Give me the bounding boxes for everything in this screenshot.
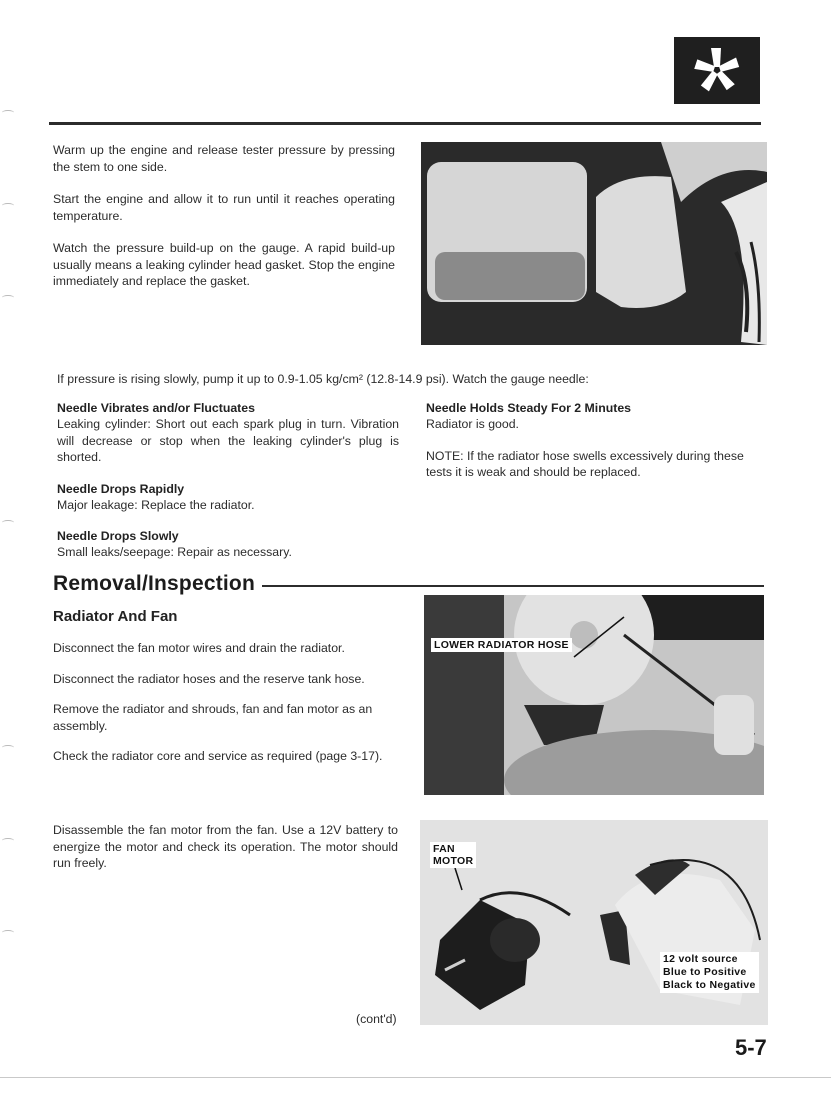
subsection-title: Radiator And Fan bbox=[53, 608, 178, 625]
continued-label: (cont'd) bbox=[356, 1012, 397, 1026]
step-paragraph: Watch the pressure build-up on the gauge. A rapid build-up usually means a leaking cylinder head gasket. Stop the engine immediately and replace the gasket. bbox=[53, 241, 395, 288]
scan-mark bbox=[2, 203, 14, 208]
footer-rule bbox=[0, 1077, 831, 1078]
lower-radiator-hose-callout: LOWER RADIATOR HOSE bbox=[431, 638, 572, 652]
scan-mark bbox=[2, 110, 14, 115]
section-title: Removal/Inspection bbox=[53, 572, 255, 595]
note-text: NOTE: If the radiator hose swells excessively during these tests it is weak and should be replaced. bbox=[426, 448, 744, 479]
needle-conditions-left bbox=[57, 400, 399, 561]
voltage-note-line: 12 volt source bbox=[663, 953, 738, 965]
header-rule bbox=[49, 122, 761, 125]
condition-title: Needle Drops Rapidly bbox=[57, 481, 185, 496]
condition-title: Needle Drops Slowly bbox=[57, 529, 179, 543]
lower-radiator-hose-photo bbox=[424, 595, 764, 795]
voltage-note-line: Black to Negative bbox=[663, 979, 756, 991]
pressure-test-steps bbox=[53, 142, 395, 290]
step-paragraph: Warm up the engine and release tester pressure by pressing the stem to one side. bbox=[53, 143, 395, 174]
condition-title: Needle Vibrates and/or Fluctuates bbox=[57, 401, 255, 415]
step-paragraph: Disconnect the fan motor wires and drain the radiator. bbox=[53, 641, 345, 655]
fan-icon bbox=[692, 45, 742, 95]
fan-motor-callout-line: FAN bbox=[433, 843, 455, 855]
condition-item bbox=[57, 400, 399, 466]
condition-text: Small leaks/seepage: Repair as necessary. bbox=[57, 545, 292, 559]
condition-text: Major leakage: Replace the radiator. bbox=[57, 497, 255, 512]
scan-mark bbox=[2, 295, 14, 300]
fan-motor-step: Disassemble the fan motor from the fan. Use a 12V battery to energize the motor and check its operation. The motor should run freely. bbox=[53, 823, 398, 870]
scan-mark bbox=[2, 838, 14, 843]
page-number: 5-7 bbox=[735, 1035, 767, 1060]
section-rule bbox=[262, 585, 764, 587]
scan-mark bbox=[2, 745, 14, 750]
step-paragraph: Disconnect the radiator hoses and the reserve tank hose. bbox=[53, 671, 365, 686]
condition-item bbox=[57, 528, 399, 561]
voltage-note bbox=[660, 952, 759, 993]
condition-text: Leaking cylinder: Short out each spark plug in turn. Vibration will decrease or stop when the leaking cylinder's plug is shorted. bbox=[57, 417, 399, 464]
step-paragraph: Check the radiator core and service as required (page 3-17). bbox=[53, 749, 383, 763]
condition-text: Radiator is good. bbox=[426, 417, 519, 431]
fan-motor-callout bbox=[430, 842, 476, 868]
reserve-tank-photo bbox=[421, 142, 767, 345]
voltage-note-line: Blue to Positive bbox=[663, 966, 747, 978]
condition-title: Needle Holds Steady For 2 Minutes bbox=[426, 401, 631, 415]
scan-mark bbox=[2, 930, 14, 935]
step-paragraph: Remove the radiator and shrouds, fan and fan motor as an assembly. bbox=[53, 702, 373, 733]
fan-motor-callout-line: MOTOR bbox=[433, 855, 474, 867]
condition-item bbox=[57, 481, 399, 514]
removal-steps bbox=[53, 640, 398, 765]
condition-item bbox=[426, 400, 768, 433]
section-badge bbox=[674, 37, 760, 104]
fan-motor-photo bbox=[420, 820, 768, 1025]
needle-conditions-right bbox=[426, 400, 768, 481]
scan-mark bbox=[2, 520, 14, 525]
step-paragraph: Start the engine and allow it to run until it reaches operating temperature. bbox=[53, 192, 395, 223]
gauge-intro: If pressure is rising slowly, pump it up to 0.9-1.05 kg/cm² (12.8-14.9 psi). Watch the gauge needle: bbox=[57, 372, 589, 386]
